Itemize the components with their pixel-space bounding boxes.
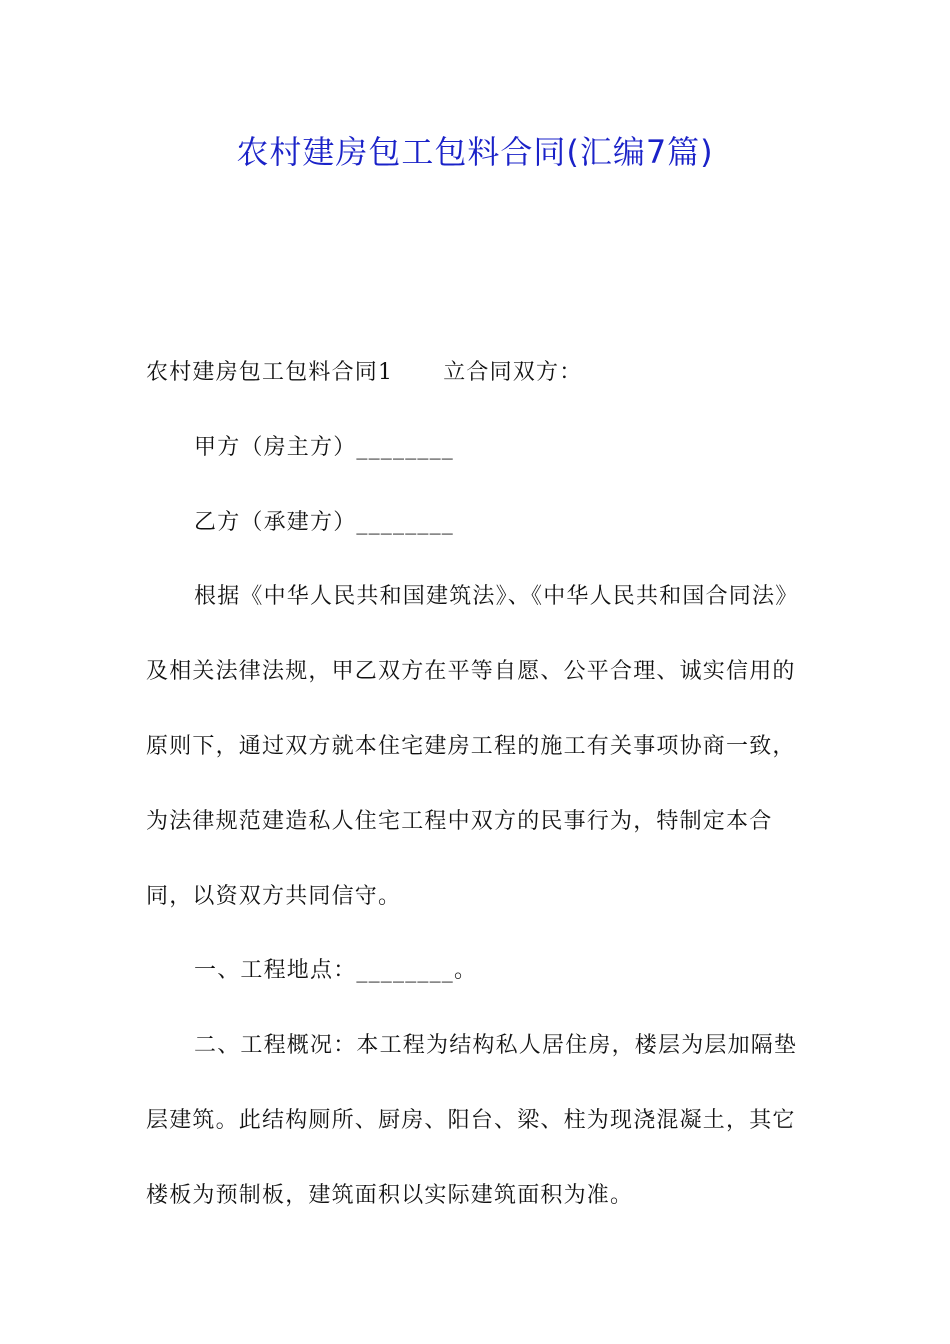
party-b-line: 乙方（承建方）________ — [194, 509, 455, 535]
preamble-paragraph: 根据《中华人民共和国建筑法》、《中华人民共和国合同法》及相关法律法规，甲乙双方在平等自愿、公平合理、诚实信用的原则下，通过双方就本住宅建房工程的施工有关事项协商一致，为法律规范建造私人住宅工程中双方的民事行为，特制定本合同，以资双方共同信守。 — [146, 584, 799, 909]
document-title: 农村建房包工包料合同(汇编7篇) — [236, 133, 714, 171]
document-body — [146, 336, 806, 1234]
contract-heading: 农村建房包工包料合同1 — [146, 360, 394, 385]
party-a-line: 甲方（房主方）________ — [194, 434, 455, 460]
clause-project-overview: 二、工程概况：本工程为结构私人居住房，楼层为层加隔垫层建筑。此结构厕所、厨房、阳台、梁、柱为现浇混凝土，其它楼板为预制板，建筑面积以实际建筑面积为准。 — [146, 1033, 798, 1208]
contract-heading-line — [146, 336, 806, 411]
contract-parties-label: 立合同双方： — [443, 360, 583, 385]
clause-project-location: 一、工程地点：________。 — [194, 958, 478, 984]
